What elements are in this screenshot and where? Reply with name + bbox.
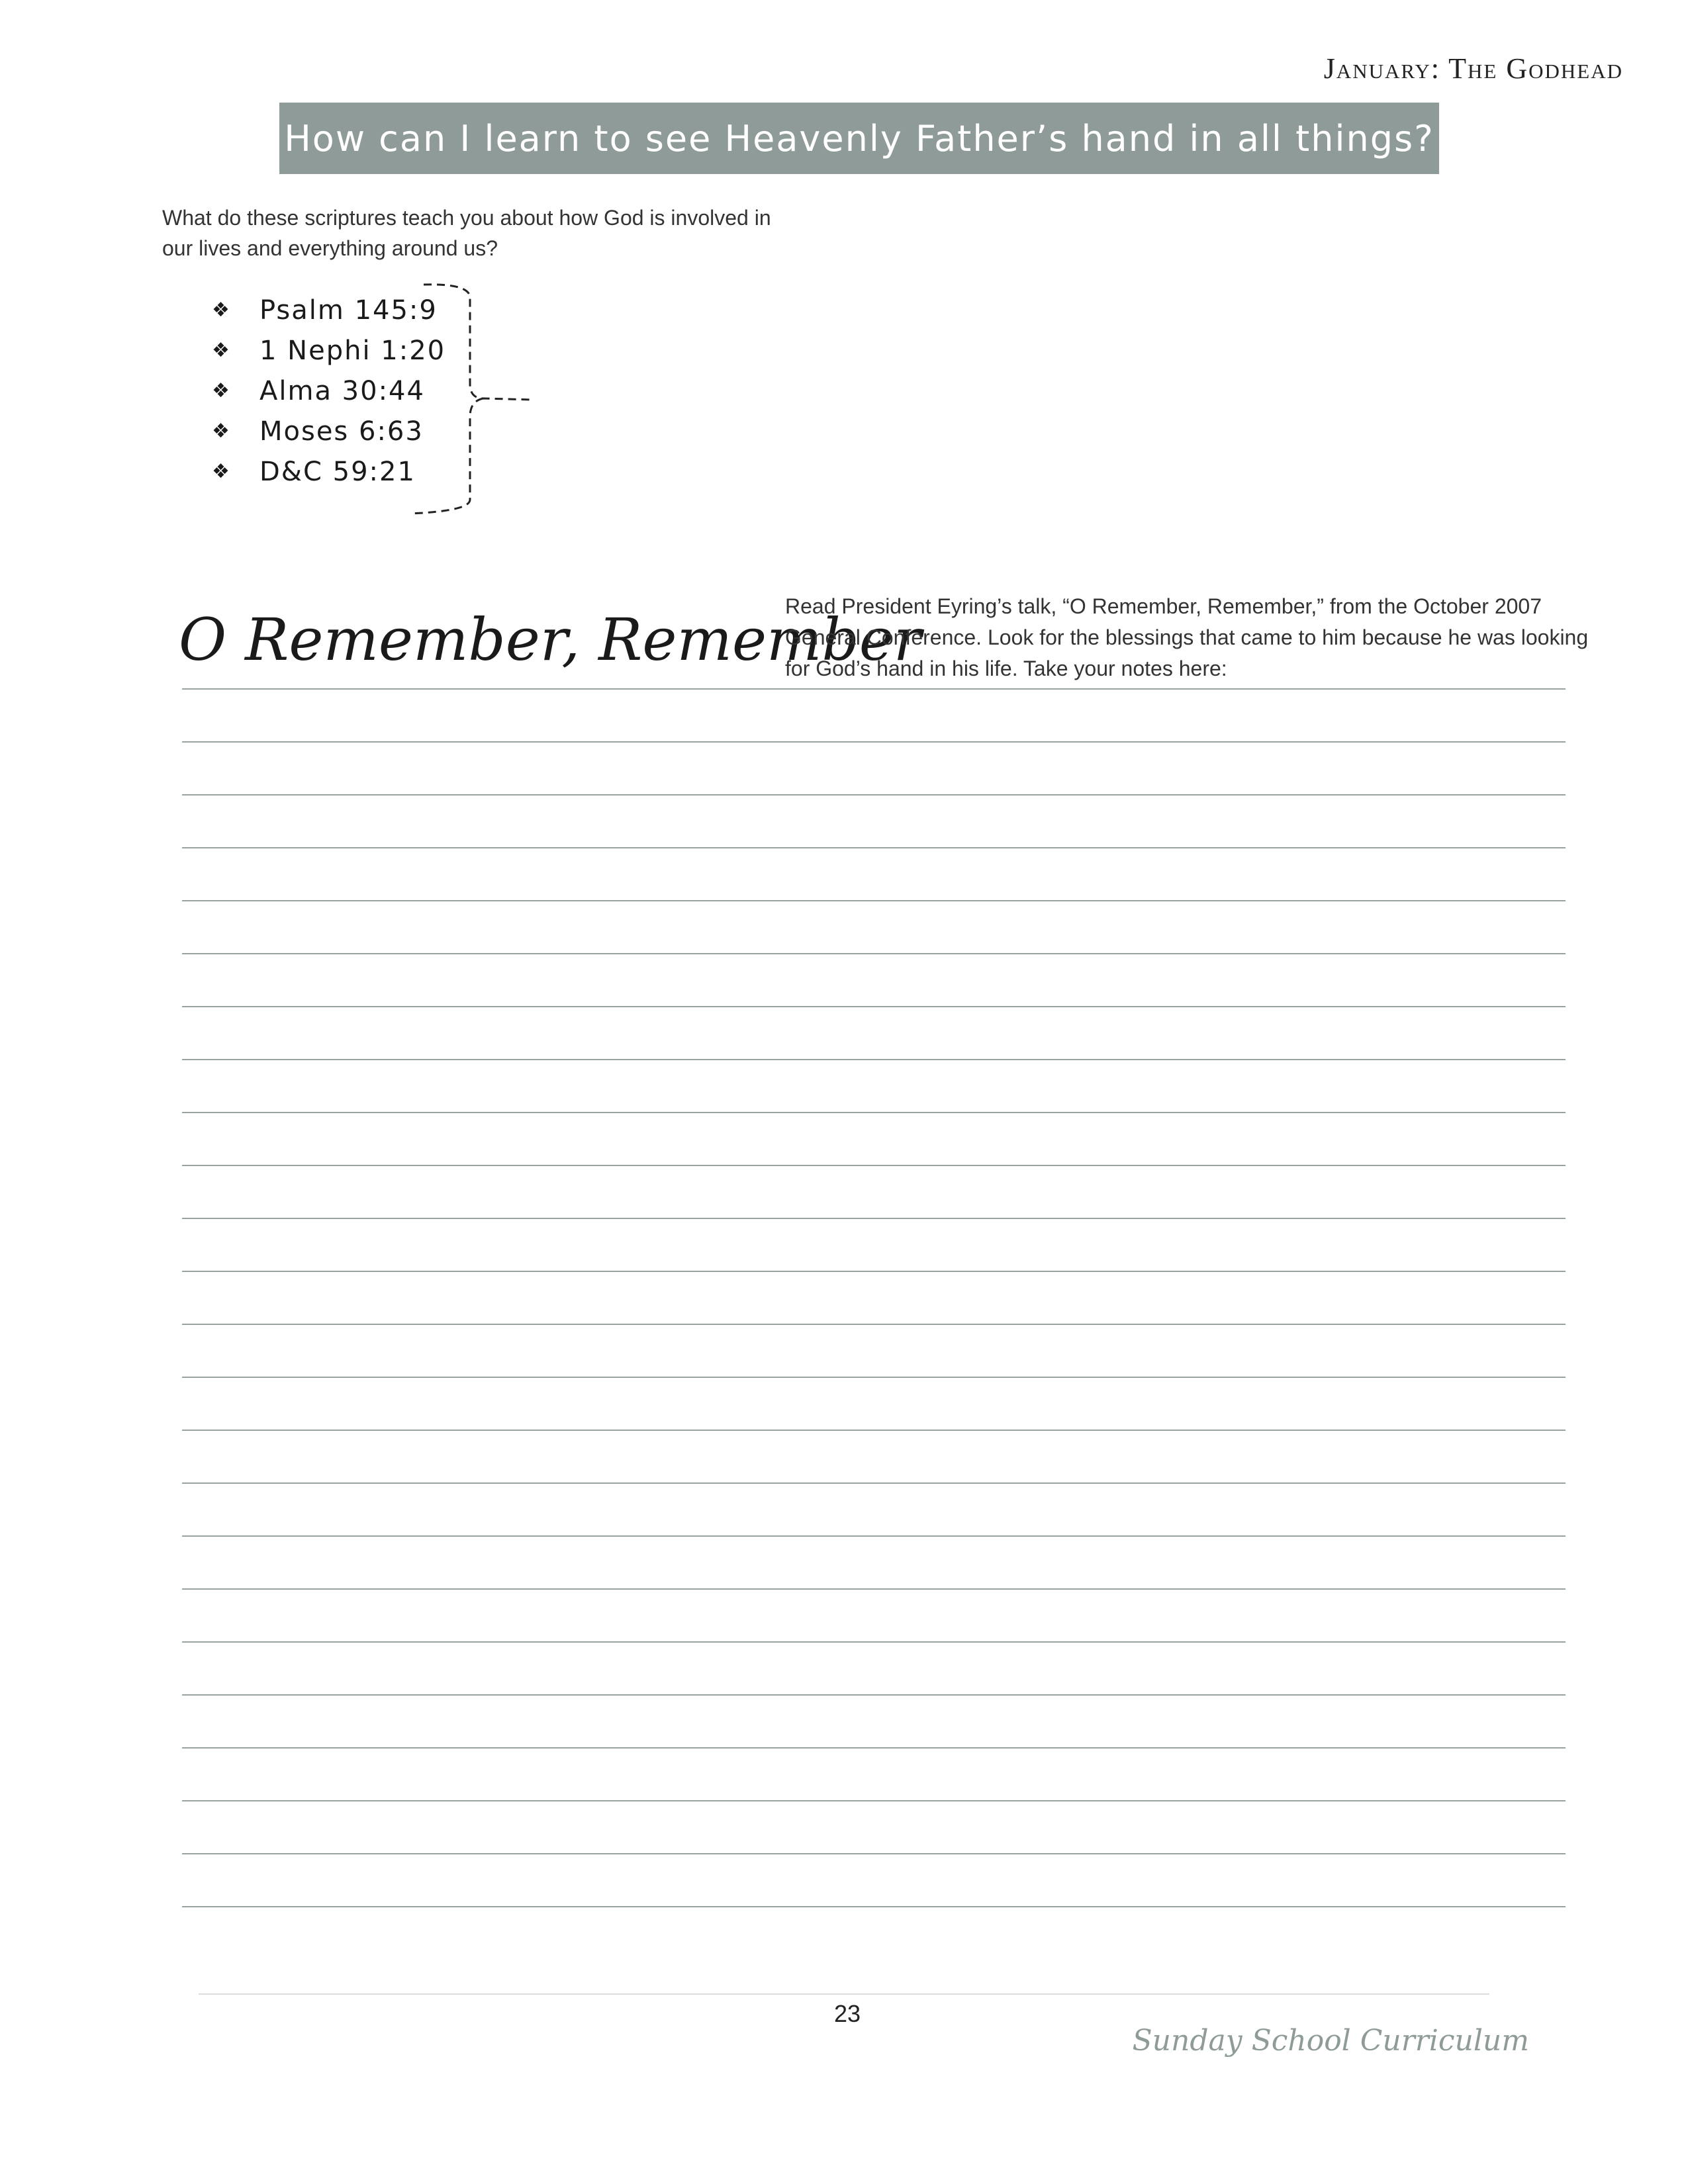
note-line — [182, 1007, 1566, 1060]
note-line — [182, 901, 1566, 954]
note-line — [182, 1219, 1566, 1272]
diamond-bullet-icon: ❖ — [212, 420, 231, 443]
diamond-bullet-icon: ❖ — [212, 460, 231, 483]
note-line — [182, 1060, 1566, 1113]
note-line — [182, 1696, 1566, 1749]
scripture-reference: Moses 6:63 — [259, 416, 424, 447]
notes-lines — [182, 688, 1566, 1907]
footer-brand: Sunday School Curriculum — [1132, 2024, 1529, 2058]
section-title: O Remember, Remember — [179, 606, 921, 674]
diamond-bullet-icon: ❖ — [212, 339, 231, 362]
note-line — [182, 796, 1566, 848]
page-header-section: January: The Godhead — [1323, 52, 1623, 85]
note-line — [182, 1537, 1566, 1590]
note-line — [182, 1431, 1566, 1484]
note-line — [182, 1854, 1566, 1907]
page-number: 23 — [833, 2000, 861, 2027]
footer-divider — [199, 1993, 1489, 1995]
note-line — [182, 743, 1566, 796]
note-line — [182, 1378, 1566, 1431]
note-line — [182, 1484, 1566, 1537]
note-line — [182, 1801, 1566, 1854]
note-line — [182, 1272, 1566, 1325]
note-line — [182, 1749, 1566, 1801]
diamond-bullet-icon: ❖ — [212, 298, 231, 322]
note-line — [182, 1643, 1566, 1696]
note-line — [182, 1590, 1566, 1643]
note-line — [182, 690, 1566, 743]
note-line — [182, 954, 1566, 1007]
note-line — [182, 1166, 1566, 1219]
banner-title: How can I learn to see Heavenly Father’s hand in all things? — [284, 117, 1434, 159]
question-banner — [279, 103, 1439, 174]
section-instructions: Read President Eyring’s talk, “O Remember, Remember,” from the October 2007 General Conference. Look for the blessings that came to him because he was looking for God’s hand in his life. Take your notes here: — [785, 594, 1589, 680]
scripture-reference: Psalm 145:9 — [259, 295, 438, 326]
scripture-question: What do these scriptures teach you about how God is involved in our lives and everything around us? — [162, 206, 771, 260]
note-line — [182, 848, 1566, 901]
scripture-reference: D&C 59:21 — [259, 456, 416, 487]
note-line — [182, 1325, 1566, 1378]
scripture-reference: Alma 30:44 — [259, 375, 425, 406]
scripture-reference: 1 Nephi 1:20 — [259, 335, 446, 366]
diamond-bullet-icon: ❖ — [212, 379, 231, 402]
dashed-brace-icon — [397, 278, 549, 523]
note-line — [182, 1113, 1566, 1166]
